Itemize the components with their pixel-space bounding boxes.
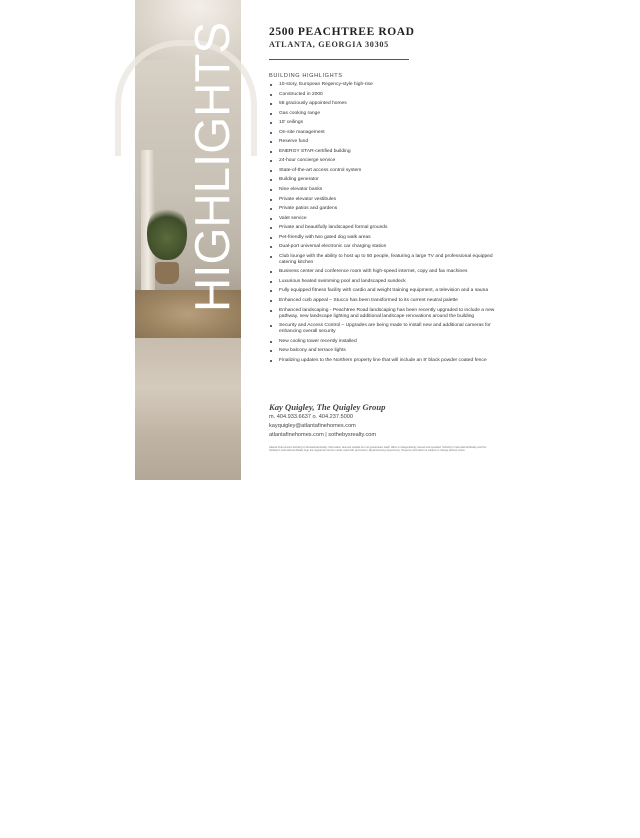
highlight-item: 58 graciously appointed homes [269, 101, 497, 107]
highlight-item: ENERGY STAR-certified building [269, 149, 497, 155]
highlight-item: Gas cooking range [269, 111, 497, 117]
highlight-item: Constructed in 2000 [269, 92, 497, 98]
highlight-item: Enhanced curb appeal – Stucco has been transformed to its current neutral palette [269, 298, 497, 304]
highlight-item: Enhanced landscaping - Peachtree Road landscaping has been recently upgraded to include a new pathway, new landscape lighting and additional landscape renovations around the building [269, 308, 497, 320]
highlight-item: Fully equipped fitness facility with cardio and weight training equipment, a television and a sauna [269, 288, 497, 294]
highlight-item: Dual-port universal electronic car charging station [269, 244, 497, 250]
sothebys-logo: Sotheby's [149, 812, 205, 828]
legal-disclaimer: Atlanta Fine Homes Sotheby's International Realty. Information deemed reliable but not guaranteed. Each office is independently owned and operated. Sotheby's International Realty and the Sotheby's International Realty logo are registered service marks used with permission. Equal Housing Opportunity. Property information is subject to change without notice. [269, 446, 487, 453]
section-title: BUILDING HIGHLIGHTS [269, 73, 343, 79]
brand-line-2: Homes [149, 786, 188, 800]
highlight-item: Finalizing updates to the Northern property line that will include an 8' black powder coated fence [269, 358, 497, 364]
address-line-1: 2500 PEACHTREE ROAD [269, 26, 415, 38]
agent-email[interactable]: kayquigley@atlantafinehomes.com [269, 423, 356, 429]
highlight-item: Business center and conference room with high-speed internet, copy and fax machines [269, 269, 497, 275]
highlight-item: Valet service [269, 216, 497, 222]
svg-text:HIGHLIGHTS: HIGHLIGHTS [186, 12, 240, 312]
planter-image-area [155, 262, 179, 284]
highlight-item: Private and beautifully landscaped formal grounds [269, 225, 497, 231]
lobby-photo [135, 0, 241, 838]
brand-block [135, 380, 241, 838]
agent-phones: m. 404.933.6637 o. 404.237.5000 [269, 414, 353, 420]
highlight-item: 10-story, European Regency-style high-rise [269, 82, 497, 88]
highlight-item: Club lounge with the ability to host up to 50 people, featuring a large TV and professional equipped catering kitchen [269, 254, 497, 266]
highlight-item: Private patios and gardens [269, 206, 497, 212]
highlight-item: 24-hour concierge service [269, 158, 497, 164]
highlight-item: Pet-friendly with two gated dog walk areas [269, 235, 497, 241]
address-line-2: ATLANTA, GEORGIA 30305 [269, 40, 389, 49]
international-realty-label: INTERNATIONAL REALTY [149, 832, 228, 838]
highlight-item: On-site management [269, 130, 497, 136]
highlights-vertical-title [179, 12, 239, 312]
highlight-item: New balcony and terrace lights [269, 348, 497, 354]
agent-websites[interactable]: atlantafinehomes.com | sothebysrealty.com [269, 432, 377, 438]
highlight-item: Building generator [269, 177, 497, 183]
highlight-item: 10' ceilings [269, 120, 497, 126]
content-column [269, 0, 504, 480]
brand-line-1: Atlanta Fine [149, 772, 214, 786]
highlight-item: Reserve fund [269, 139, 497, 145]
highlight-item: Nine elevator banks [269, 187, 497, 193]
atlanta-fine-homes-logo [149, 772, 213, 800]
highlight-item: State-of-the-art access control system [269, 168, 497, 174]
highlight-item: New cooling tower recently installed [269, 339, 497, 345]
highlight-item: Private elevator vestibules [269, 197, 497, 203]
agent-name: Kay Quigley, The Quigley Group [269, 402, 386, 412]
brochure-page [135, 0, 504, 838]
header-divider [269, 59, 409, 60]
highlight-item: Luxurious heated swimming pool and landscaped sundeck [269, 279, 497, 285]
highlights-list [269, 82, 497, 367]
highlight-item: Security and Access Control – Upgrades are being made to install new and additional cameras for enhancing overall security [269, 323, 497, 335]
